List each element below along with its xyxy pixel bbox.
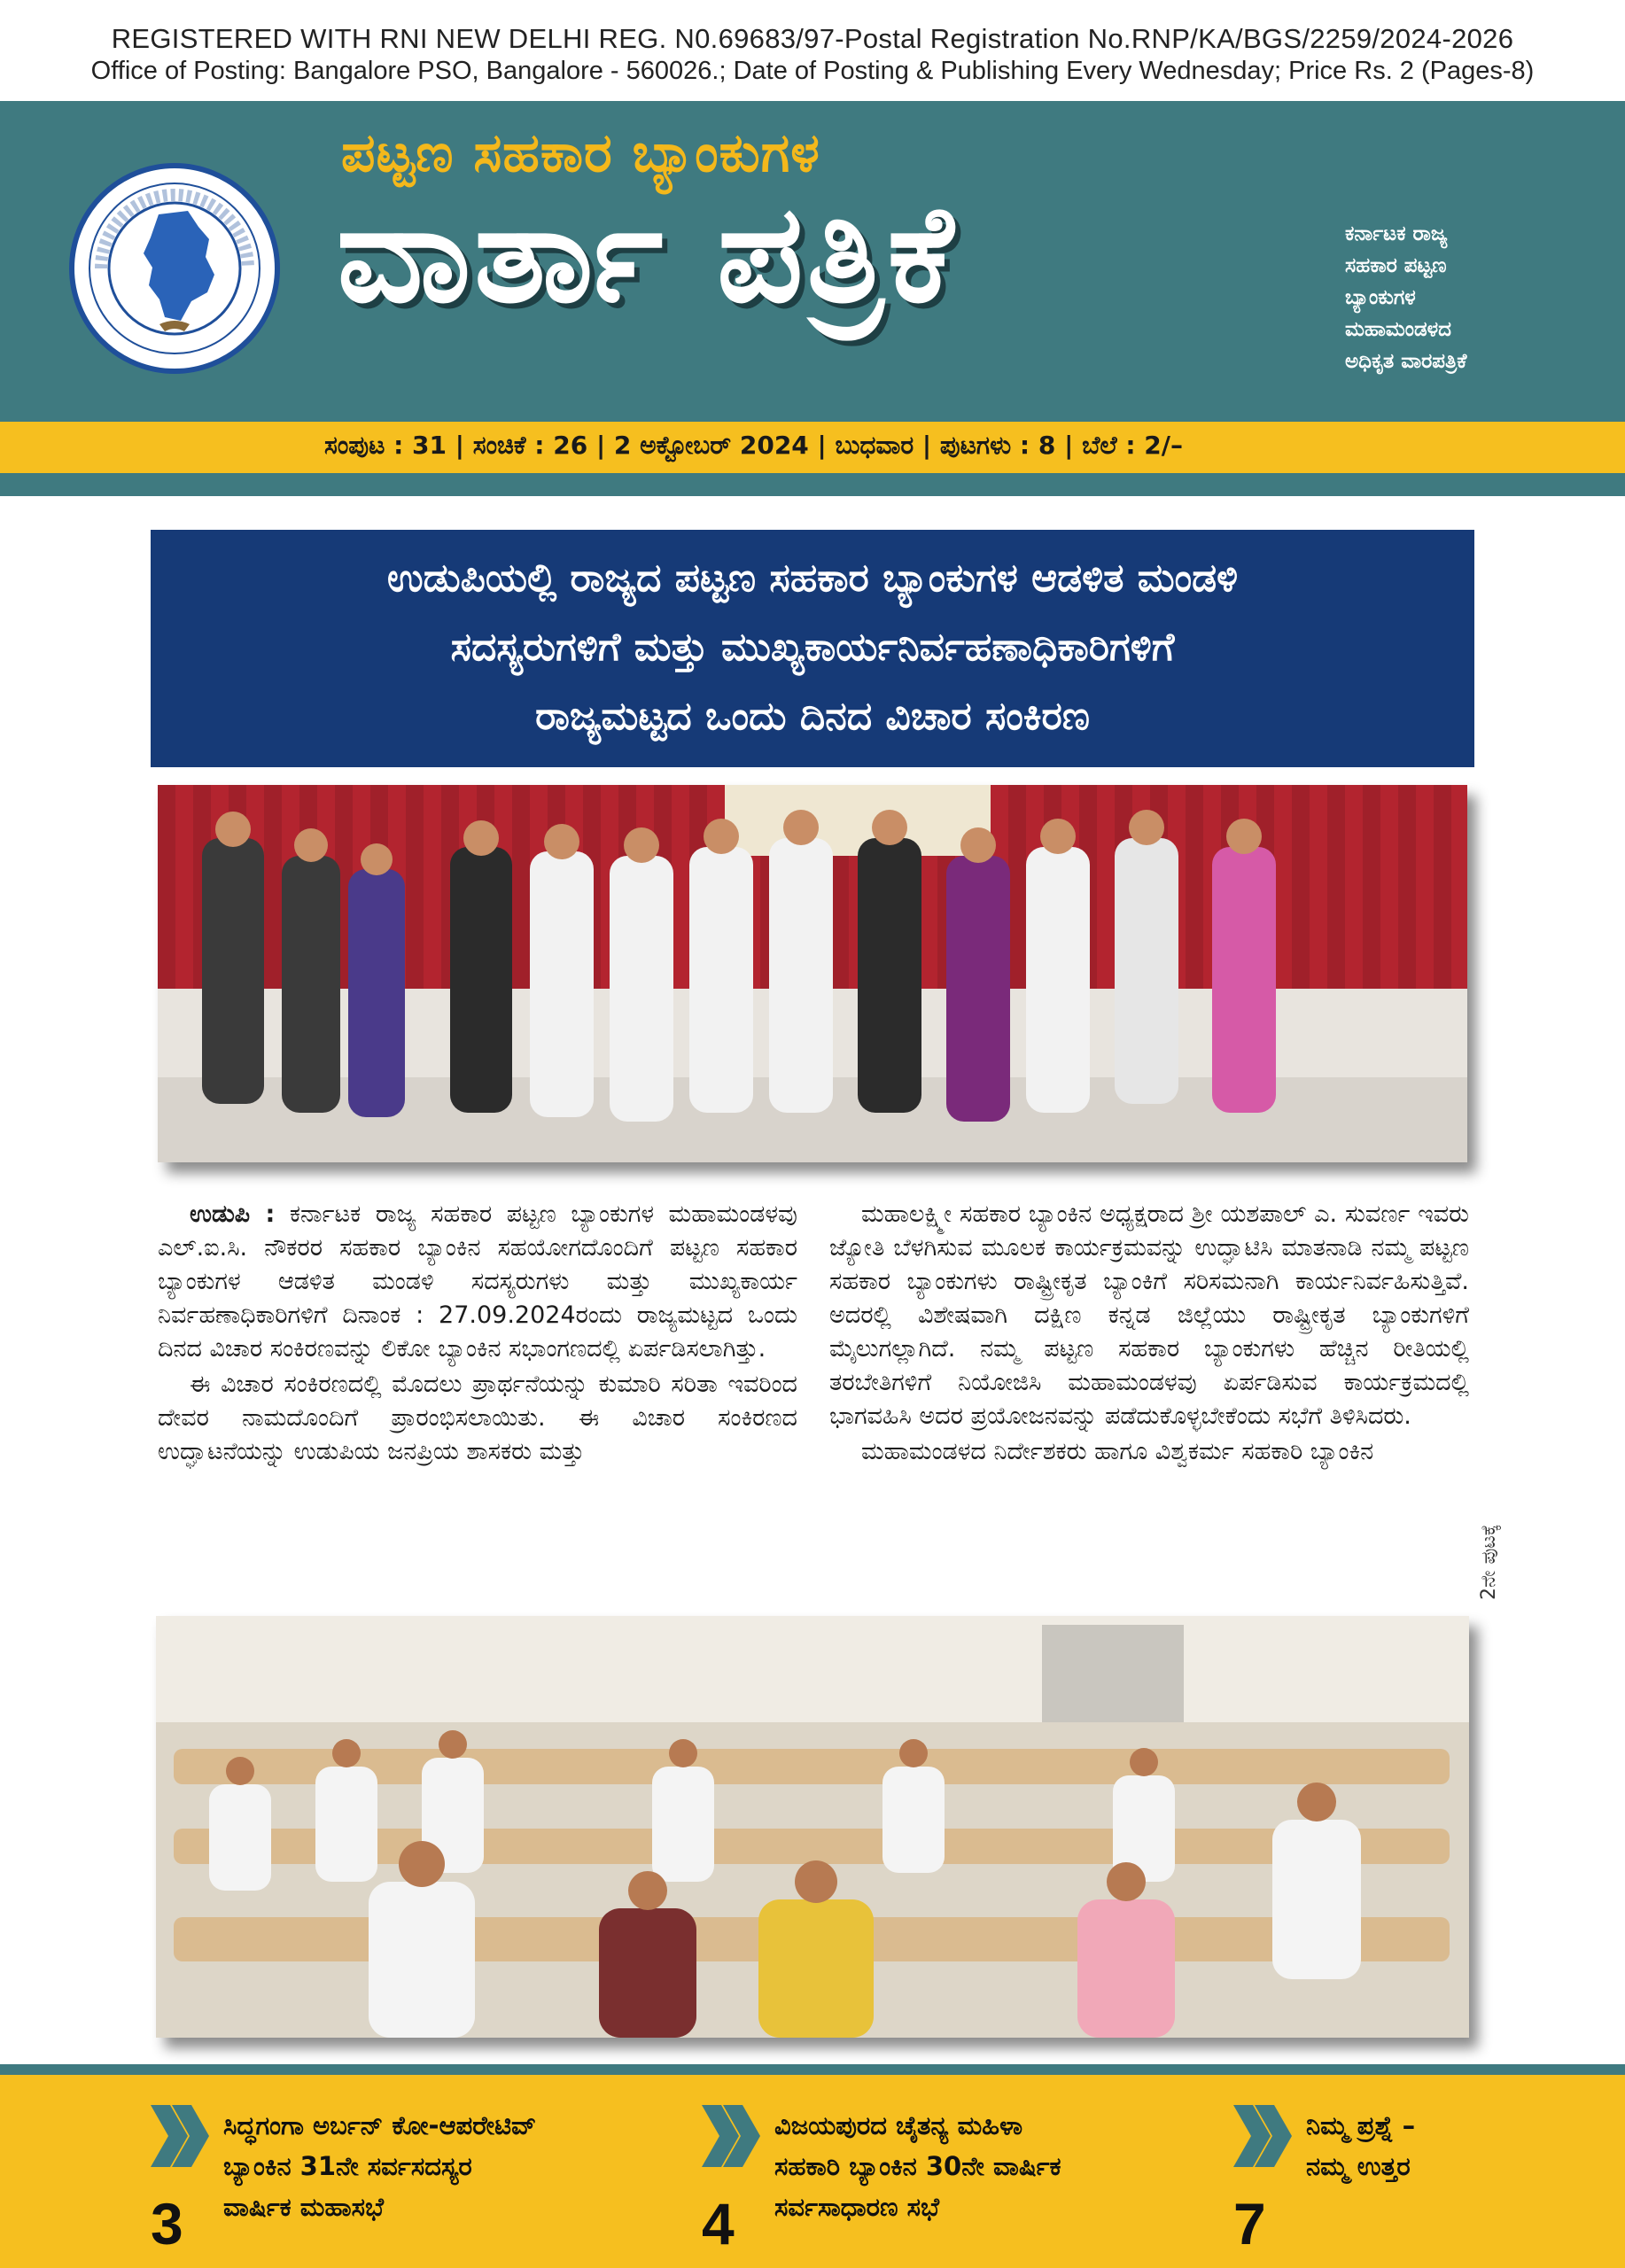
teaser-text xyxy=(774,2105,1061,2227)
article-column-left xyxy=(158,1198,797,1471)
footer-rule xyxy=(0,2064,1625,2075)
registration-strip xyxy=(0,0,1625,99)
registration-line-1: REGISTERED WITH RNI NEW DELHI REG. N0.69683/97-Postal Registration No.RNP/KA/BGS/2259/2024-2026 xyxy=(111,23,1514,54)
teaser-line: ನಿಮ್ಮ ಪ್ರಶ್ನೆ – xyxy=(1306,2110,1416,2140)
federation-logo-icon xyxy=(69,163,280,374)
issue-band xyxy=(0,422,1625,473)
article-paragraph: ಮಹಾಮಂಡಳದ ನಿರ್ದೇಶಕರು ಹಾಗೂ ವಿಶ್ವಕರ್ಮ ಸಹಕಾರಿ ಬ್ಯಾಂಕಿನ xyxy=(861,1438,1374,1465)
lead-headline xyxy=(151,530,1474,767)
teaser-text xyxy=(223,2105,536,2227)
group-photo-icon xyxy=(158,785,1467,1162)
article-column-right xyxy=(829,1198,1469,1471)
teaser-line: ನಮ್ಮ ಉತ್ತರ xyxy=(1306,2151,1411,2181)
teaser-page-number: 4 xyxy=(702,2191,735,2256)
chevron-right-icon xyxy=(1233,2105,1292,2167)
masthead-kicker: ಪಟ್ಟಣ ಸಹಕಾರ ಬ್ಯಾಂಕುಗಳ xyxy=(341,122,820,184)
teaser-line: ಸಿದ್ಧಗಂಗಾ ಅರ್ಬನ್ ಕೋ-ಆಪರೇಟಿವ್ xyxy=(223,2110,537,2140)
registration-line-2: Office of Posting: Bangalore PSO, Bangalore - 560026.; Date of Posting & Publishing Every Wednesday; Price Rs. 2 (Pages-8) xyxy=(90,57,1535,85)
article-text: ಕರ್ನಾಟಕ ರಾಜ್ಯ ಸಹಕಾರ ಪಟ್ಟಣ ಬ್ಯಾಂಕುಗಳ ಮಹಾಮಂಡಳವು ಎಲ್.ಐ.ಸಿ. ನೌಕರರ ಸಹಕಾರ ಬ್ಯಾಂಕಿನ ಸಹಯೋಗದೊಂದಿಗೆ ಪಟ್ಟಣ ಸಹಕಾರ ಬ್ಯಾಂಕುಗಳ ಆಡಳಿತ ಮಂಡಳಿ ಸದಸ್ಯರುಗಳು ಮತ್ತು ಮುಖ್ಯಕಾರ್ಯ ನಿರ್ವಹಣಾಧಿಕಾರಿಗಳಿಗೆ ದಿನಾಂಕ : 27.09.2024ರಂದು ರಾಜ್ಯಮಟ್ಟದ ಒಂದು ದಿನದ ವಿಚಾರ ಸಂಕಿರಣವನ್ನು ಲಿಕೋ ಬ್ಯಾಂಕಿನ ಸಭಾಂಗಣದಲ್ಲಿ ಏರ್ಪಡಿಸಲಾಗಿತ್ತು. xyxy=(158,1200,797,1363)
teaser-page-number: 3 xyxy=(151,2191,183,2256)
article-dateline: ಉಡುಪಿ : xyxy=(190,1200,276,1228)
article-paragraph: ಈ ವಿಚಾರ ಸಂಕಿರಣದಲ್ಲಿ ಮೊದಲು ಪ್ರಾರ್ಥನೆಯನ್ನು ಕುಮಾರಿ ಸರಿತಾ ಇವರಿಂದ ದೇವರ ನಾಮದೊಂದಿಗೆ ಪ್ರಾರಂಭಿಸಲಾಯಿತು. ಈ ವಿಚಾರ ಸಂಕಿರಣದ ಉದ್ಘಾಟನೆಯನ್ನು ಉಡುಪಿಯ ಜನಪ್ರಿಯ ಶಾಸಕರು ಮತ್ತು xyxy=(158,1371,797,1465)
article-paragraph xyxy=(158,1198,797,1366)
teaser-line: ಸಹಕಾರಿ ಬ್ಯಾಂಕಿನ 30ನೇ ವಾರ್ಷಿಕ xyxy=(774,2151,1061,2181)
headline-line-1: ಉಡುಪಿಯಲ್ಲಿ ರಾಜ್ಯದ ಪಟ್ಟಣ ಸಹಕಾರ ಬ್ಯಾಂಕುಗಳ ಆಡಳಿತ ಮಂಡಳಿ xyxy=(386,555,1239,601)
teaser-line: ಸರ್ವಸಾಧಾರಣ ಸಭೆ xyxy=(774,2192,940,2222)
masthead xyxy=(0,101,1625,422)
audience-photo-icon xyxy=(156,1616,1469,2038)
footer-teasers xyxy=(0,2075,1625,2268)
teaser-line: ವಿಜಯಪುರದ ಚೈತನ್ಯ ಮಹಿಳಾ xyxy=(774,2110,1023,2140)
masthead-tagline xyxy=(1345,218,1593,377)
issue-details: ಸಂಪುಟ : 31 | ಸಂಚಿಕೆ : 26 | 2 ಅಕ್ಟೋಬರ್ 2024 | ಬುಧವಾರ | ಪುಟಗಳು : 8 | ಬೆಲೆ : 2/– xyxy=(324,431,1183,460)
chevron-right-icon xyxy=(151,2105,209,2167)
teaser-page-number: 7 xyxy=(1233,2191,1266,2256)
continued-marker: 2ನೇ ಪುಟಕ್ಕೆ xyxy=(1478,1524,1500,1600)
tagline-line: ಸಹಕಾರ ಪಟ್ಟಣ xyxy=(1345,254,1447,277)
headline-line-3: ರಾಜ್ಯಮಟ್ಟದ ಒಂದು ದಿನದ ವಿಚಾರ ಸಂಕಿರಣ xyxy=(535,694,1090,739)
tagline-line: ಕರ್ನಾಟಕ ರಾಜ್ಯ xyxy=(1345,222,1448,245)
teaser-line: ವಾರ್ಷಿಕ ಮಹಾಸಭೆ xyxy=(223,2192,385,2222)
teaser-line: ಬ್ಯಾಂಕಿನ 31ನೇ ಸರ್ವಸದಸ್ಯರ xyxy=(223,2151,472,2181)
tagline-line: ಮಹಾಮಂಡಳದ xyxy=(1345,318,1451,341)
masthead-divider xyxy=(0,473,1625,496)
headline-line-2: ಸದಸ್ಯರುಗಳಿಗೆ ಮತ್ತು ಮುಖ್ಯಕಾರ್ಯನಿರ್ವಹಣಾಧಿಕಾರಿಗಳಿಗೆ xyxy=(450,625,1175,670)
tagline-line: ಅಧಿಕೃತ ವಾರಪತ್ರಿಕೆ xyxy=(1345,350,1467,373)
article-paragraph: ಮಹಾಲಕ್ಷ್ಮೀ ಸಹಕಾರ ಬ್ಯಾಂಕಿನ ಅಧ್ಯಕ್ಷರಾದ ಶ್ರೀ ಯಶಪಾಲ್ ಎ. ಸುವರ್ಣ ಇವರು ಜ್ಯೋತಿ ಬೆಳಗಿಸುವ ಮೂಲಕ ಕಾರ್ಯಕ್ರಮವನ್ನು ಉದ್ಘಾಟಿಸಿ ಮಾತನಾಡಿ ನಮ್ಮ ಪಟ್ಟಣ ಸಹಕಾರ ಬ್ಯಾಂಕುಗಳು ರಾಷ್ಟ್ರೀಕೃತ ಬ್ಯಾಂಕಿಗೆ ಸರಿಸಮನಾಗಿ ಕಾರ್ಯನಿರ್ವಹಿಸುತ್ತಿವೆ. ಅದರಲ್ಲಿ ವಿಶೇಷವಾಗಿ ದಕ್ಷಿಣ ಕನ್ನಡ ಜಿಲ್ಲೆಯು ರಾಷ್ಟ್ರೀಕೃತ ಬ್ಯಾಂಕುಗಳಿಗೆ ಮೈಲುಗಲ್ಲಾಗಿದೆ. ನಮ್ಮ ಪಟ್ಟಣ ಸಹಕಾರ ಬ್ಯಾಂಕುಗಳು ಹೆಚ್ಚಿನ ರೀತಿಯಲ್ಲಿ ತರಬೇತಿಗಳಿಗೆ ನಿಯೋಜಿಸಿ ಮಹಾಮಂಡಳವು ಏರ್ಪಡಿಸುವ ಕಾರ್ಯಕ್ರಮದಲ್ಲಿ ಭಾಗವಹಿಸಿ ಅದರ ಪ್ರಯೋಜನವನ್ನು ಪಡೆದುಕೊಳ್ಳಬೇಕೆಂದು ಸಭೆಗೆ ತಿಳಿಸಿದರು. xyxy=(829,1200,1469,1430)
chevron-right-icon xyxy=(702,2105,760,2167)
tagline-line: ಬ್ಯಾಂಕುಗಳ xyxy=(1345,286,1416,309)
newspaper-title: ವಾರ್ತಾ ಪತ್ರಿಕೆ xyxy=(337,174,957,332)
teaser-text xyxy=(1306,2105,1415,2186)
